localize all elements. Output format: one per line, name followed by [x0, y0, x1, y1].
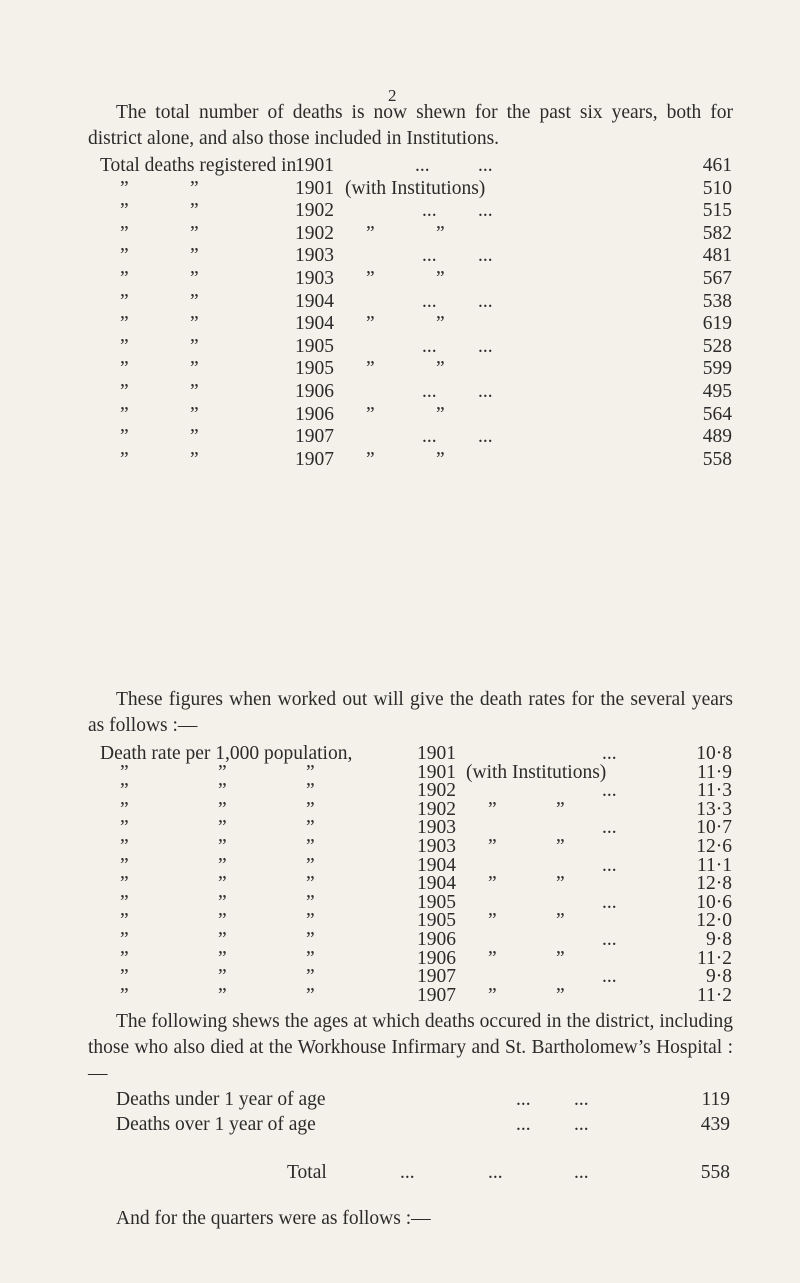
- leader-dots: ...: [602, 817, 617, 839]
- row-year: 1906: [417, 947, 456, 969]
- row-value: 564: [702, 403, 732, 425]
- row-value: 619: [702, 313, 732, 335]
- ditto-mark: ”: [306, 929, 315, 950]
- row-year: 1904: [295, 290, 334, 312]
- ditto-mark: ”: [366, 448, 375, 470]
- row-value: 599: [702, 358, 732, 380]
- row-year: 1905: [417, 910, 456, 932]
- ditto-mark: ”: [218, 836, 227, 857]
- row-year: 1903: [295, 268, 334, 289]
- ditto-mark: ”: [190, 200, 199, 222]
- row-value: 11·1: [696, 854, 732, 876]
- ditto-mark: ”: [488, 798, 497, 820]
- row-value: 12·6: [696, 836, 732, 857]
- ditto-mark: ”: [190, 268, 199, 289]
- row-value: 481: [702, 245, 732, 267]
- ditto-mark: ”: [120, 873, 129, 895]
- ditto-mark: ”: [218, 780, 227, 802]
- with-institutions-label: (with Institutions): [345, 177, 486, 199]
- ditto-mark: ”: [306, 910, 315, 932]
- ditto-mark: ”: [556, 798, 565, 820]
- row-value: 528: [702, 335, 732, 357]
- ditto-mark: ”: [218, 947, 227, 969]
- row-year: 1904: [295, 313, 334, 335]
- ditto-mark: ”: [306, 947, 315, 969]
- leader-dots: ...: [422, 290, 437, 312]
- ditto-mark: ”: [306, 873, 315, 895]
- row-value: 582: [702, 222, 732, 244]
- ditto-mark: ”: [120, 966, 129, 988]
- leader-dots: ...: [478, 200, 493, 222]
- ditto-mark: ”: [120, 426, 129, 448]
- ditto-mark: ”: [190, 403, 199, 425]
- row-value: 461: [702, 155, 732, 176]
- row-lead-label: Total deaths registered in: [100, 155, 297, 176]
- ditto-mark: ”: [366, 403, 375, 425]
- ditto-mark: ”: [120, 854, 129, 876]
- row-label: Deaths under 1 year of age: [116, 1089, 326, 1110]
- ditto-mark: ”: [556, 984, 565, 1006]
- row-year: 1906: [417, 929, 456, 950]
- ditto-mark: ”: [218, 891, 227, 913]
- row-year: 1902: [417, 780, 456, 802]
- ditto-mark: ”: [488, 910, 497, 932]
- ditto-mark: ”: [366, 313, 375, 335]
- ditto-mark: ”: [120, 780, 129, 802]
- row-year: 1903: [417, 817, 456, 839]
- ditto-mark: ”: [190, 222, 199, 244]
- row-label: Deaths over 1 year of age: [116, 1114, 316, 1135]
- ditto-mark: ”: [306, 817, 315, 839]
- row-year: 1907: [295, 448, 334, 470]
- ditto-mark: ”: [436, 358, 445, 380]
- ditto-mark: ”: [120, 448, 129, 470]
- leader-dots: ...: [574, 1089, 589, 1110]
- total-row: [0, 1162, 800, 1190]
- ditto-mark: ”: [556, 910, 565, 932]
- ditto-mark: ”: [190, 177, 199, 199]
- leader-dots: ...: [574, 1162, 589, 1183]
- ditto-mark: ”: [190, 358, 199, 380]
- ditto-mark: ”: [120, 222, 129, 244]
- ditto-mark: ”: [120, 290, 129, 312]
- ditto-mark: ”: [436, 448, 445, 470]
- ditto-mark: ”: [218, 854, 227, 876]
- row-value: 11·3: [696, 780, 732, 802]
- ditto-mark: ”: [306, 780, 315, 802]
- ditto-mark: ”: [366, 358, 375, 380]
- row-year: 1907: [295, 426, 334, 448]
- row-year: 1901: [417, 761, 456, 783]
- ditto-mark: ”: [120, 358, 129, 380]
- leader-dots: ...: [478, 426, 493, 448]
- row-year: 1903: [417, 836, 456, 857]
- ditto-mark: ”: [306, 761, 315, 783]
- row-year: 1904: [417, 854, 456, 876]
- leader-dots: ...: [478, 290, 493, 312]
- row-year: 1907: [417, 984, 456, 1006]
- ditto-mark: ”: [218, 798, 227, 820]
- ditto-mark: ”: [190, 448, 199, 470]
- total-label: Total: [287, 1162, 327, 1183]
- leader-dots: ...: [422, 245, 437, 267]
- ditto-mark: ”: [120, 947, 129, 969]
- leader-dots: ...: [478, 335, 493, 357]
- leader-dots: ...: [516, 1114, 531, 1135]
- ages-intro-paragraph: The following shews the ages at which deaths occured in the district, including those who also died at the Workhouse Infirmary and St. Bartholomew’s Hospital :—: [88, 1011, 733, 1084]
- row-year: 1905: [295, 335, 334, 357]
- row-year: 1901: [295, 177, 334, 199]
- row-value: 489: [702, 426, 732, 448]
- ditto-mark: ”: [306, 891, 315, 913]
- table-row: [0, 1089, 800, 1117]
- row-value: 567: [702, 268, 732, 289]
- ditto-mark: ”: [366, 268, 375, 289]
- row-value: 12·8: [696, 873, 732, 895]
- ditto-mark: ”: [306, 836, 315, 857]
- row-value: 515: [702, 200, 732, 222]
- leader-dots: ...: [602, 854, 617, 876]
- leader-dots: ...: [516, 1089, 531, 1110]
- quarters-intro: And for the quarters were as follows :—: [116, 1208, 431, 1229]
- ditto-mark: ”: [190, 290, 199, 312]
- ditto-mark: ”: [556, 947, 565, 969]
- ditto-mark: ”: [556, 836, 565, 857]
- leader-dots: ...: [574, 1114, 589, 1135]
- ditto-mark: ”: [218, 929, 227, 950]
- table-row: [0, 1114, 800, 1142]
- leader-dots: ...: [602, 743, 617, 764]
- ditto-mark: ”: [436, 403, 445, 425]
- row-year: 1906: [295, 403, 334, 425]
- row-year: 1901: [417, 743, 456, 764]
- row-value: 10·7: [696, 817, 732, 839]
- row-lead-label: Death rate per 1,000 population,: [100, 743, 353, 764]
- leader-dots: ...: [488, 1162, 503, 1183]
- ditto-mark: ”: [120, 891, 129, 913]
- row-year: 1902: [295, 222, 334, 244]
- row-value: 538: [702, 290, 732, 312]
- row-value: 439: [700, 1114, 730, 1135]
- row-value: 9·8: [706, 966, 732, 988]
- row-year: 1904: [417, 873, 456, 895]
- leader-dots: ...: [422, 335, 437, 357]
- row-value: 11·2: [696, 984, 732, 1006]
- ditto-mark: ”: [488, 836, 497, 857]
- ditto-mark: ”: [190, 381, 199, 402]
- ditto-mark: ”: [120, 817, 129, 839]
- page-number: 2: [388, 86, 397, 105]
- ditto-mark: ”: [190, 245, 199, 267]
- leader-dots: ...: [602, 780, 617, 802]
- row-value: 558: [702, 448, 732, 470]
- leader-dots: ...: [422, 426, 437, 448]
- ditto-mark: ”: [120, 929, 129, 950]
- ditto-mark: ”: [120, 910, 129, 932]
- ditto-mark: ”: [120, 245, 129, 267]
- ditto-mark: ”: [306, 984, 315, 1006]
- row-year: 1903: [295, 245, 334, 267]
- row-value: 11·2: [696, 947, 732, 969]
- row-year: 1901: [295, 155, 334, 176]
- total-value: 558: [700, 1162, 730, 1183]
- leader-dots: ...: [422, 200, 437, 222]
- ditto-mark: ”: [218, 873, 227, 895]
- ditto-mark: ”: [436, 313, 445, 335]
- ditto-mark: ”: [120, 200, 129, 222]
- ditto-mark: ”: [120, 984, 129, 1006]
- row-value: 495: [702, 381, 732, 402]
- intro-paragraph: The total number of deaths is now shewn for the past six years, both for district alone, and also those included in Institutions.: [88, 102, 733, 149]
- ditto-mark: ”: [190, 426, 199, 448]
- ditto-mark: ”: [436, 222, 445, 244]
- ditto-mark: ”: [120, 836, 129, 857]
- row-value: 13·3: [696, 798, 732, 820]
- ditto-mark: ”: [218, 984, 227, 1006]
- leader-dots: ...: [400, 1162, 415, 1183]
- ditto-mark: ”: [190, 313, 199, 335]
- ditto-mark: ”: [120, 381, 129, 402]
- row-year: 1907: [417, 966, 456, 988]
- ditto-mark: ”: [556, 873, 565, 895]
- row-value: 9·8: [706, 929, 732, 950]
- leader-dots: ...: [602, 929, 617, 950]
- ditto-mark: ”: [366, 222, 375, 244]
- ditto-mark: ”: [488, 984, 497, 1006]
- ditto-mark: ”: [120, 798, 129, 820]
- row-year: 1906: [295, 381, 334, 402]
- row-value: 12·0: [696, 910, 732, 932]
- ditto-mark: ”: [120, 761, 129, 783]
- row-year: 1905: [417, 891, 456, 913]
- row-year: 1905: [295, 358, 334, 380]
- ditto-mark: ”: [218, 817, 227, 839]
- ditto-mark: ”: [488, 947, 497, 969]
- table-row: [0, 449, 800, 477]
- with-institutions-label: (with Institutions): [466, 761, 607, 783]
- ditto-mark: ”: [120, 403, 129, 425]
- leader-dots: ...: [602, 891, 617, 913]
- ditto-mark: ”: [218, 966, 227, 988]
- ditto-mark: ”: [120, 268, 129, 289]
- leader-dots: ...: [602, 966, 617, 988]
- ditto-mark: ”: [190, 335, 199, 357]
- ditto-mark: ”: [120, 313, 129, 335]
- row-value: 10·6: [696, 891, 732, 913]
- ditto-mark: ”: [488, 873, 497, 895]
- row-year: 1902: [417, 798, 456, 820]
- leader-dots: ...: [415, 155, 430, 176]
- ditto-mark: ”: [436, 268, 445, 289]
- ditto-mark: ”: [218, 761, 227, 783]
- row-year: 1902: [295, 200, 334, 222]
- leader-dots: ...: [478, 155, 493, 176]
- row-value: 11·9: [696, 761, 732, 783]
- rates-intro-paragraph: These figures when worked out will give the death rates for the several years as follows :—: [88, 689, 733, 736]
- leader-dots: ...: [478, 381, 493, 402]
- ditto-mark: ”: [306, 966, 315, 988]
- row-value: 10·8: [696, 743, 732, 764]
- ditto-mark: ”: [306, 854, 315, 876]
- row-value: 510: [702, 177, 732, 199]
- ditto-mark: ”: [120, 177, 129, 199]
- row-value: 119: [701, 1089, 730, 1110]
- ditto-mark: ”: [306, 798, 315, 820]
- leader-dots: ...: [478, 245, 493, 267]
- ditto-mark: ”: [120, 335, 129, 357]
- ditto-mark: ”: [218, 910, 227, 932]
- leader-dots: ...: [422, 381, 437, 402]
